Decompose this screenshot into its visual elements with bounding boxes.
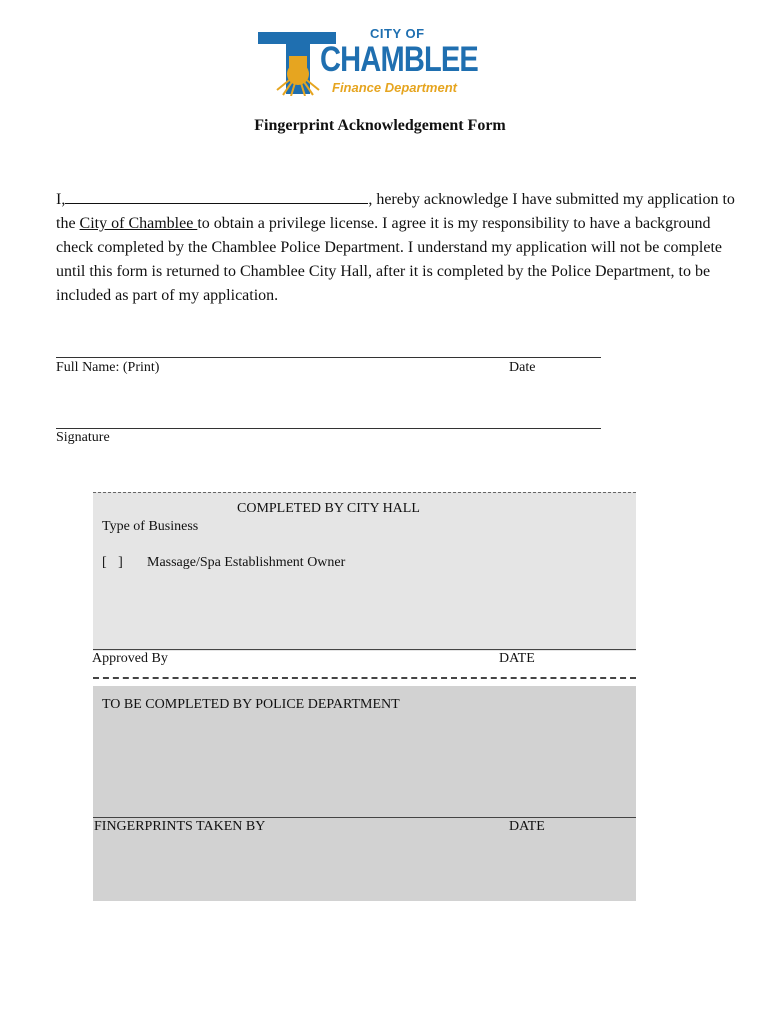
name-blank-field[interactable] [65,188,368,204]
date-label: Date [509,360,536,375]
type-of-business-label: Type of Business [102,519,199,534]
signature-line[interactable] [56,428,601,429]
paragraph-rest: to obtain a privilege license. I agree it is my responsibility to have a background check completed by the Chamblee Police Department. I understand my application will not be complete until this form is returned to Chamblee City Hall, after it is completed by the Police Department, to be included as part of my application. [56,215,723,304]
city-hall-date-label: DATE [499,651,535,666]
paragraph-prefix: I, [56,191,66,208]
police-section [93,686,636,901]
acknowledgement-paragraph [56,188,736,308]
full-name-line[interactable] [56,357,601,358]
city-of-chamblee-text: City of Chamblee [79,215,198,232]
full-name-label: Full Name: (Print) [56,360,160,375]
city-logo [258,26,478,100]
fingerprints-taken-by-label: FINGERPRINTS TAKEN BY [94,819,266,834]
massage-spa-option: Massage/Spa Establishment Owner [147,555,346,570]
form-title: Fingerprint Acknowledgement Form [254,117,506,134]
logo-city-of: CITY OF [370,26,425,41]
sun-emblem-icon [275,50,321,96]
section-divider [93,677,636,679]
fingerprints-line[interactable] [93,817,636,818]
paragraph-after-blank: , hereby acknowledge I have submitted my application to the [56,191,735,232]
logo-department: Finance Department [332,80,457,95]
police-heading: TO BE COMPLETED BY POLICE DEPARTMENT [102,697,400,712]
approved-by-line[interactable] [93,649,636,650]
business-checkbox[interactable]: [ ] [102,555,127,570]
approved-by-label: Approved By [92,651,168,666]
logo-city-name: CHAMBLEE [320,40,478,79]
signature-label: Signature [56,430,110,445]
city-hall-heading: COMPLETED BY CITY HALL [237,501,420,516]
police-date-label: DATE [509,819,545,834]
